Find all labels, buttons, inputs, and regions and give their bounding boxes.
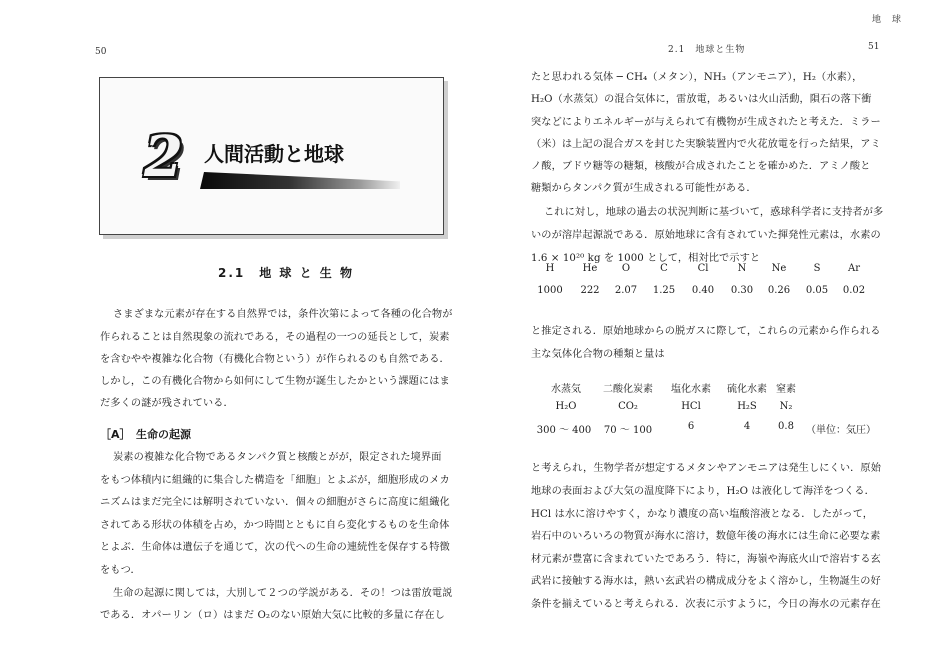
compound-name: 窒素 — [776, 384, 796, 395]
text-line: 生命の起源に関しては，大別して２つの学説がある．その！つは雷放電説 — [113, 588, 453, 599]
element-value: 0.30 — [730, 285, 754, 296]
text-line: しかし，この有機化合物から如何にして生物が誕生したかという課題にはま — [100, 376, 450, 387]
text-line: 岩石中のいろいろの物質が海水に溶け，数億年後の海水には生命に必要な素 — [531, 531, 881, 542]
compound-formula: CO₂ — [618, 401, 638, 412]
text-line: されてある形状の体積を占め，かつ時間とともに自ら変化するものを生命体 — [100, 520, 450, 531]
text-line: とよぶ．生命体は遺伝子を通じて，次の代への生命の連続性を保存する特徴 — [100, 542, 450, 553]
text-line: を含むやや複雑な化合物（有機化合物という）が作られるのも自然である． — [100, 354, 450, 365]
text-line: だ多くの謎が残されている． — [100, 398, 234, 409]
text-line: 糖類からタンパク質が生成される可能性がある． — [531, 183, 757, 194]
page-number-left: 50 — [95, 47, 107, 57]
unit-note: （単位：気圧） — [806, 425, 876, 436]
text-line: である．オパーリン（ロ）はまだ O₂のない原始大気に比較的多量に存在し — [100, 610, 445, 621]
compound-formula: N₂ — [779, 401, 793, 412]
compound-name: 二酸化炭素 — [603, 384, 653, 395]
compound-name: 塩化水素 — [671, 384, 711, 395]
text-line: 地球の表面および大気の温度降下により，H₂O は液化して海洋をつくる． — [531, 486, 875, 497]
chapter-title: 人間活動と地球 — [204, 142, 344, 166]
element-value: 222 — [580, 285, 600, 296]
text-line: たと思われる気体 ─ CH₄（メタン），NH₃（アンモニア），H₂（水素）， — [531, 72, 863, 83]
element-symbol: Cl — [697, 263, 709, 274]
text-line: 材元素が豊富に含まれていたであろう．特に，海嶺や海底火山で溶岩する玄 — [531, 554, 881, 565]
running-head: 2.1 地球と生物 — [668, 45, 746, 55]
text-line: 1.6 × 10²⁰ kg を 1000 として，相対比で示すと — [531, 253, 761, 264]
text-line: 武岩に接触する海水は，熱い玄武岩の構成成分をよく溶かし，生物誕生の好 — [531, 576, 881, 587]
compound-amount: 6 — [687, 421, 695, 432]
text-line: H₂O（水蒸気）の混合気体に，雷放電，あるいは火山活動，隕石の落下衝 — [531, 94, 872, 105]
text-line: いのが溶岸起源説である．原始地球に含有されていた揮発性元素は，水素の — [531, 230, 881, 241]
element-symbol: H — [545, 263, 555, 274]
section-heading: 2.1 地 球 と 生 物 — [218, 266, 354, 280]
corner-label: 地 球 — [872, 15, 903, 25]
compound-formula: H₂O — [555, 401, 577, 412]
element-value: 0.05 — [805, 285, 829, 296]
element-symbol: S — [813, 263, 821, 274]
element-value: 1000 — [537, 285, 563, 296]
element-symbol: N — [737, 263, 747, 274]
chapter-gradient-bar — [200, 172, 400, 189]
text-line: HCl は水に溶けやすく，かなり濃度の高い塩酸溶液となる．したがって， — [531, 509, 874, 520]
text-line: をもつ． — [100, 565, 141, 576]
element-symbol: O — [621, 263, 631, 274]
compound-amount: 4 — [743, 421, 751, 432]
compound-amount: 0.8 — [778, 421, 794, 432]
text-line: と考えられ，生物学者が想定するメタンやアンモニアは発生しにくい．原始 — [531, 463, 881, 474]
element-symbol: He — [582, 263, 598, 274]
compound-name: 水蒸気 — [551, 384, 581, 395]
element-value: 1.25 — [652, 285, 676, 296]
element-value: 0.26 — [767, 285, 791, 296]
compound-name: 硫化水素 — [727, 384, 767, 395]
element-symbol: Ne — [771, 263, 787, 274]
compound-amount: 300 ～ 400 — [536, 425, 592, 436]
element-value: 2.07 — [614, 285, 638, 296]
element-symbol: C — [660, 263, 668, 274]
subsection-heading: ［A］ 生命の起源 — [100, 428, 192, 441]
text-line: と推定される．原始地球からの脱ガスに際して，これらの元素から作られる — [531, 326, 881, 337]
text-line: 条件を揃えていると考えられる．次表に示すように，今日の海水の元素存在 — [531, 599, 881, 610]
text-line: をもつ体積内に組織的に集合した構造を「細胞」とよぶが，細胞形成のメカ — [100, 475, 450, 486]
element-value: 0.02 — [842, 285, 866, 296]
text-line: 突などによりエネルギーが与えられて有機物が生成されたと考えた．ミラー — [531, 117, 881, 128]
text-line: 炭素の複雑な化合物であるタンパク質と核酸とがが，限定された境界面 — [113, 452, 442, 463]
text-line: ノ酸，ブドウ糖等の糖類，核酸が合成されたことを確かめた．アミノ酸と — [531, 161, 871, 172]
compound-formula: HCl — [681, 401, 701, 412]
right-page — [470, 0, 945, 661]
element-symbol: Ar — [847, 263, 860, 274]
text-line: これに対し，地球の過去の状況判断に基づいて，惑球科学者に支持者が多 — [544, 207, 884, 218]
element-value: 0.40 — [691, 285, 715, 296]
text-line: さまざまな元素が存在する自然界では，条件次第によって各種の化合物が — [113, 309, 453, 320]
text-line: ニズムはまだ完全には解明されていない．個々の細胞がさらに高度に組織化 — [100, 497, 450, 508]
text-line: 作られることは自然現象の流れである，その過程の一つの延長として，炭素 — [100, 332, 450, 343]
text-line: （米）は上記の混合ガスを封じた実験装置内で火花放電を行った結果，アミ — [531, 139, 881, 150]
left-page — [0, 0, 470, 661]
compound-amount: 70 ～ 100 — [603, 425, 653, 436]
chapter-title-box — [99, 77, 444, 235]
page-number-right: 51 — [868, 42, 880, 52]
text-line: 主な気体化合物の種類と量は — [531, 349, 665, 360]
chapter-number: 2 — [144, 124, 183, 190]
compound-formula: H₂S — [737, 401, 757, 412]
